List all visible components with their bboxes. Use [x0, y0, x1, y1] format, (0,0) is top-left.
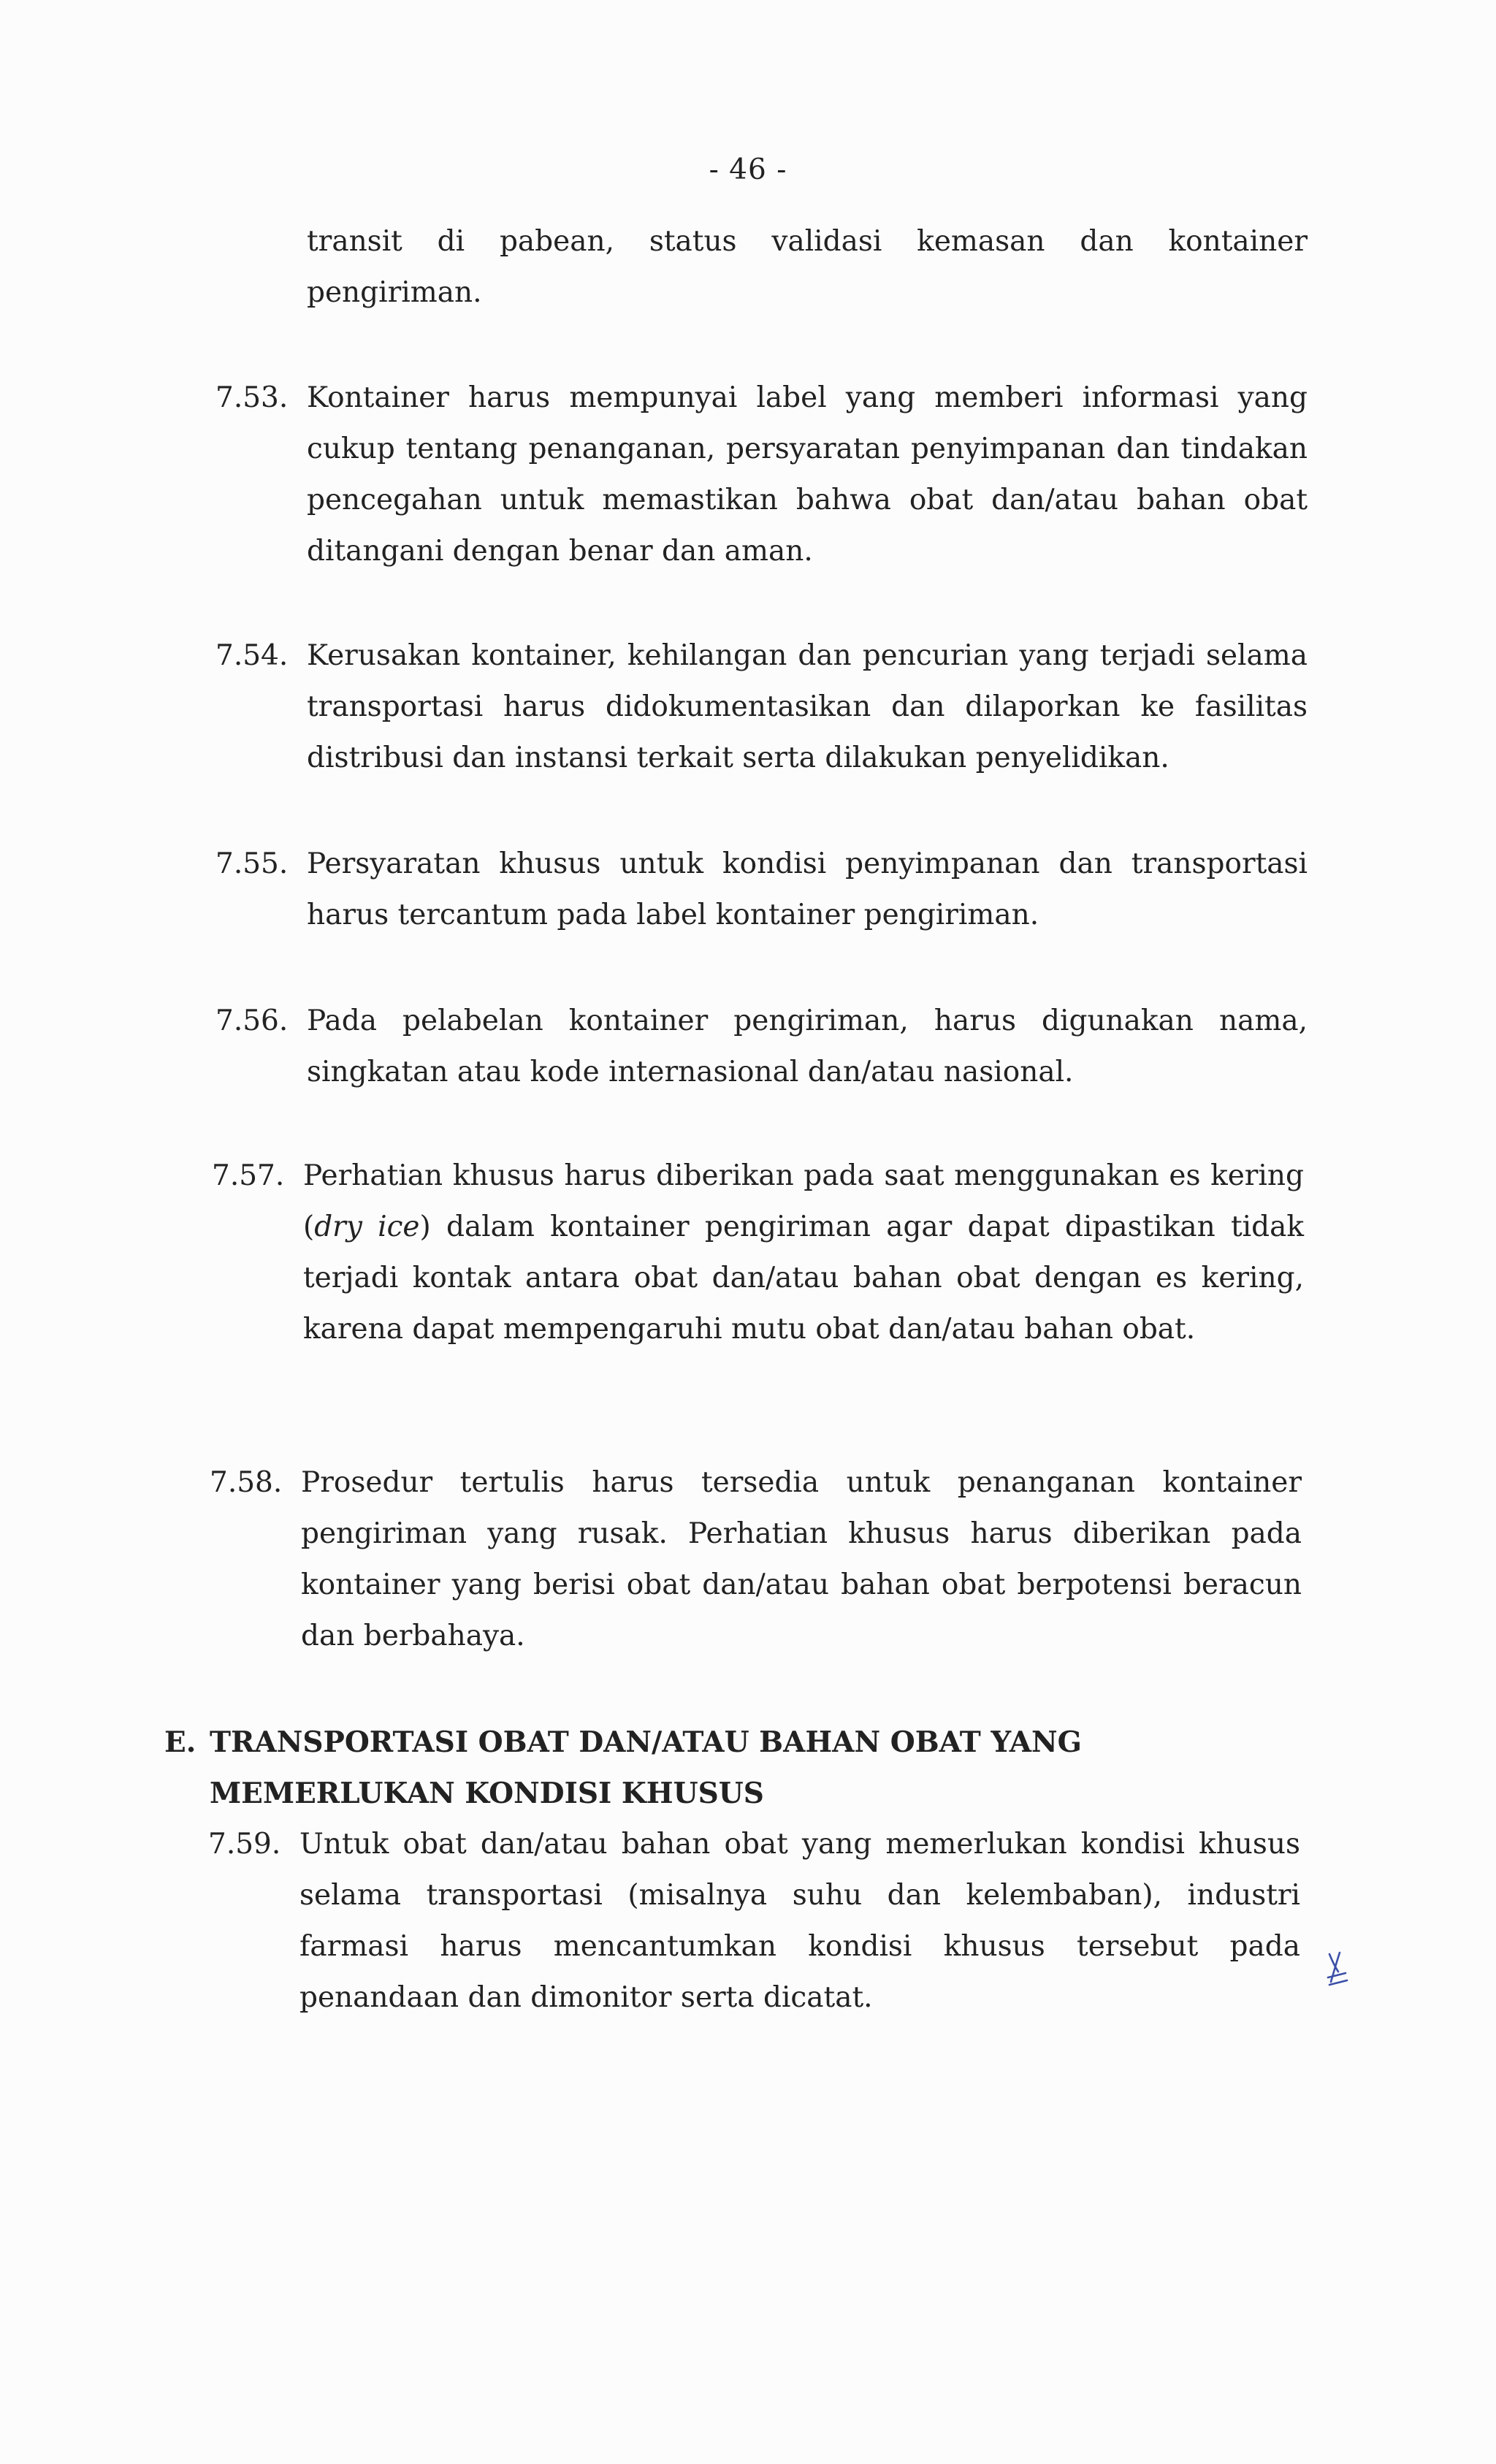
italic-term: dry ice — [314, 1210, 420, 1243]
section-letter: E. — [164, 1725, 196, 1759]
paragraph-number: 7.53. — [215, 381, 289, 414]
paragraph-7-57 — [212, 1151, 1304, 1355]
paragraph-7-56 — [215, 996, 1308, 1098]
paragraph-number: 7.58. — [210, 1466, 283, 1499]
paragraph-7-54 — [215, 630, 1308, 784]
paragraph-text — [303, 1151, 1304, 1355]
paragraph-text: Kontainer harus mempunyai label yang memberi informasi yang cukup tentang penanganan, persyaratan penyimpanan dan tindakan pencegahan untuk memastikan bahwa obat dan/atau bahan obat ditangani dengan benar dan aman. — [307, 381, 1308, 568]
paragraph-7-58 — [210, 1457, 1302, 1662]
paragraph-text: Persyaratan khusus untuk kondisi penyimpanan dan transportasi harus tercantum pada label kontainer pengiriman. — [307, 847, 1308, 931]
paragraph-text: Untuk obat dan/atau bahan obat yang memerlukan kondisi khusus selama transportasi (misalnya suhu dan kelembaban), industri farmasi harus mencantumkan kondisi khusus tersebut pada penandaan dan dimonitor serta dicatat. — [299, 1828, 1300, 2014]
paragraph-text: Pada pelabelan kontainer pengiriman, harus digunakan nama, singkatan atau kode internasional dan/atau nasional. — [307, 1004, 1308, 1088]
paragraph-text: Kerusakan kontainer, kehilangan dan pencurian yang terjadi selama transportasi harus didokumentasikan dan dilaporkan ke fasilitas distribusi dan instansi terkait serta dilakukan penyelidikan. — [307, 639, 1308, 774]
paragraph-7-55 — [215, 839, 1308, 941]
paragraph-number: 7.59. — [208, 1828, 281, 1861]
paragraph-7-59 — [208, 1819, 1300, 2024]
paragraph-number: 7.54. — [215, 639, 289, 672]
text-before-italic: Perhatian khusus harus diberikan pada saat menggunakan es kering ( — [303, 1159, 1304, 1243]
paragraph-text: Prosedur tertulis harus tersedia untuk penanganan kontainer pengiriman yang rusak. Perhatian khusus harus diberikan pada kontainer yang berisi obat dan/atau bahan obat berpotensi beracun dan berbahaya. — [301, 1466, 1302, 1652]
section-title: TRANSPORTASI OBAT DAN/ATAU BAHAN OBAT YANG MEMERLUKAN KONDISI KHUSUS — [210, 1725, 1082, 1810]
lead-paragraph: transit di pabean, status validasi kemasan dan kontainer pengiriman. — [307, 225, 1308, 309]
handwritten-initial-mark — [1322, 1947, 1351, 1991]
section-heading — [164, 1717, 1311, 1819]
paragraph-7-53 — [215, 373, 1308, 577]
paragraph-number: 7.57. — [212, 1159, 285, 1192]
text-after-italic: ) dalam kontainer pengiriman agar dapat dipastikan tidak terjadi kontak antara obat dan/atau bahan obat dengan es kering, karena dapat mempengaruhi mutu obat dan/atau bahan obat. — [303, 1210, 1304, 1346]
paragraph-number: 7.56. — [215, 1004, 289, 1037]
page-number: - 46 - — [709, 153, 787, 186]
paragraph-number: 7.55. — [215, 847, 289, 880]
